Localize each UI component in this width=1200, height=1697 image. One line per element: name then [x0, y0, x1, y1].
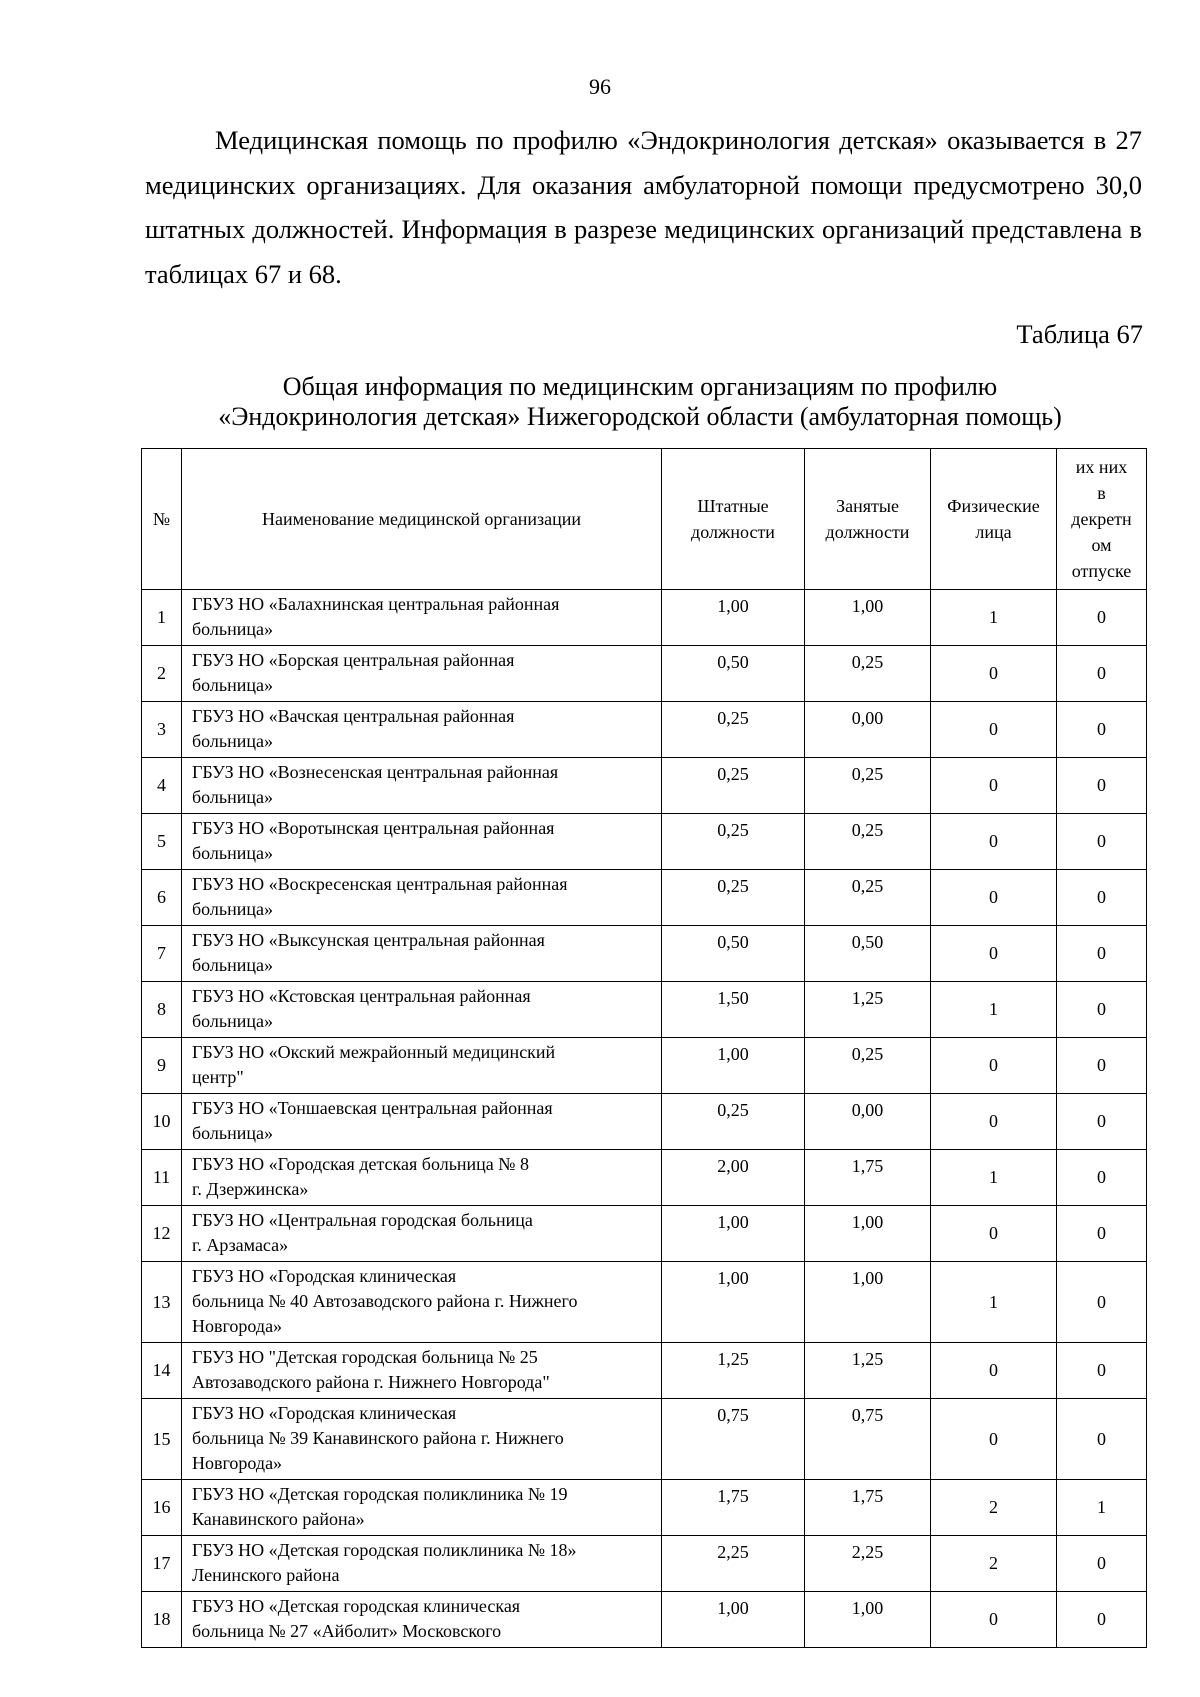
row-organization-name: [182, 1480, 662, 1536]
organization-name-line-1: ГБУЗ НО «Борская центральная районная: [192, 650, 515, 670]
header-occupied-line-2: должности: [825, 522, 910, 542]
organization-name-line-1: ГБУЗ НО «Городская детская больница № 8: [192, 1154, 529, 1174]
row-organization-name: [182, 1094, 662, 1150]
row-maternity-leave: 1: [1057, 1480, 1147, 1536]
row-occupied-positions: 1,00: [805, 1592, 931, 1648]
row-occupied-positions: 1,00: [805, 1206, 931, 1262]
row-physical-persons: 0: [931, 1094, 1057, 1150]
row-number: 5: [142, 814, 182, 870]
row-number: 2: [142, 646, 182, 702]
organization-name-line-2: больница»: [192, 843, 273, 863]
header-leave-line-1: их них: [1075, 457, 1128, 477]
table-row: [142, 1343, 1147, 1399]
row-maternity-leave: 0: [1057, 1150, 1147, 1206]
row-number: 1: [142, 590, 182, 646]
row-staff-positions: 0,25: [662, 758, 805, 814]
table-header-row: [142, 449, 1147, 590]
row-physical-persons: 0: [931, 758, 1057, 814]
row-occupied-positions: 0,25: [805, 646, 931, 702]
table-row: [142, 702, 1147, 758]
organization-name-line-2: больница»: [192, 1011, 273, 1031]
row-occupied-positions: 0,50: [805, 926, 931, 982]
organization-name-line-2: больница»: [192, 955, 273, 975]
organization-name-line-2: больница»: [192, 675, 273, 695]
row-staff-positions: 0,50: [662, 646, 805, 702]
row-physical-persons: 1: [931, 1150, 1057, 1206]
organization-name-line-2: больница»: [192, 1123, 273, 1143]
row-physical-persons: 2: [931, 1536, 1057, 1592]
row-staff-positions: 1,00: [662, 1038, 805, 1094]
paragraph-line-2: в 27 медицинских организациях. Для оказания амбулаторной помощи: [145, 125, 1142, 200]
organization-name-line-1: ГБУЗ НО "Детская городская больница № 25: [192, 1347, 538, 1367]
organization-name-line-2: Ленинского района: [192, 1565, 340, 1585]
row-physical-persons: 1: [931, 982, 1057, 1038]
row-number: 17: [142, 1536, 182, 1592]
row-maternity-leave: 0: [1057, 1592, 1147, 1648]
row-number: 10: [142, 1094, 182, 1150]
row-organization-name: [182, 702, 662, 758]
organization-name-line-1: ГБУЗ НО «Детская городская поликлиника № 18»: [192, 1540, 577, 1560]
row-physical-persons: 0: [931, 1343, 1057, 1399]
organization-name-line-2: Автозаводского района г. Нижнего Новгорода": [192, 1372, 550, 1392]
row-maternity-leave: 0: [1057, 702, 1147, 758]
row-physical-persons: 1: [931, 1262, 1057, 1343]
table-row: [142, 814, 1147, 870]
row-organization-name: [182, 1150, 662, 1206]
row-number: 14: [142, 1343, 182, 1399]
organization-name-line-1: ГБУЗ НО «Детская городская клиническая: [192, 1596, 521, 1616]
paragraph-line-1: Медицинская помощь по профилю «Эндокринология детская» оказывается: [215, 125, 1085, 155]
organization-name-line-2: больница № 39 Канавинского района г. Нижнего: [192, 1428, 564, 1448]
organization-name-line-2: больница»: [192, 619, 273, 639]
organization-name-line-2: больница»: [192, 731, 273, 751]
header-name-text: Наименование медицинской организации: [261, 509, 582, 529]
row-number: 12: [142, 1206, 182, 1262]
page-number: 96: [589, 74, 611, 99]
table-title-line-2: «Эндокринология детская» Нижегородской области (амбулаторная помощь): [218, 402, 1062, 431]
row-occupied-positions: 0,00: [805, 1094, 931, 1150]
row-physical-persons: 0: [931, 1206, 1057, 1262]
header-name: [182, 449, 662, 590]
row-number: 18: [142, 1592, 182, 1648]
header-occupied-line-1: Занятые: [836, 496, 899, 516]
header-leave-line-2: в: [1097, 483, 1106, 503]
table-label: Таблица 67: [1016, 319, 1143, 349]
header-persons-line-1: Физические: [947, 496, 1040, 516]
table-title: [140, 372, 1140, 432]
row-maternity-leave: 0: [1057, 870, 1147, 926]
row-physical-persons: 0: [931, 702, 1057, 758]
row-physical-persons: 0: [931, 646, 1057, 702]
table-row: [142, 590, 1147, 646]
row-maternity-leave: 0: [1057, 1094, 1147, 1150]
organization-name-line-1: ГБУЗ НО «Воротынская центральная районная: [192, 818, 555, 838]
table-row: [142, 646, 1147, 702]
row-organization-name: [182, 1399, 662, 1480]
organization-name-line-1: ГБУЗ НО «Окский межрайонный медицинский: [192, 1042, 556, 1062]
row-maternity-leave: 0: [1057, 1206, 1147, 1262]
table-row: [142, 926, 1147, 982]
row-organization-name: [182, 814, 662, 870]
row-maternity-leave: 0: [1057, 1343, 1147, 1399]
row-number: 9: [142, 1038, 182, 1094]
row-staff-positions: 1,00: [662, 1206, 805, 1262]
row-organization-name: [182, 646, 662, 702]
row-occupied-positions: 1,25: [805, 1343, 931, 1399]
table-row: [142, 758, 1147, 814]
row-physical-persons: 1: [931, 590, 1057, 646]
row-staff-positions: 0,75: [662, 1399, 805, 1480]
table-body: [142, 590, 1147, 1648]
row-number: 13: [142, 1262, 182, 1343]
row-occupied-positions: 1,75: [805, 1480, 931, 1536]
row-organization-name: [182, 870, 662, 926]
paragraph-line-3: предусмотрено 30,0 штатных должностей. Информация в разрезе медицинских: [145, 169, 1143, 244]
organization-name-line-3: Новгорода»: [192, 1316, 283, 1336]
row-staff-positions: 0,50: [662, 926, 805, 982]
organization-name-line-2: больница № 27 «Айболит» Московского: [192, 1621, 502, 1641]
organization-name-line-1: ГБУЗ НО «Тоншаевская центральная районная: [192, 1098, 553, 1118]
row-organization-name: [182, 1343, 662, 1399]
organization-name-line-1: ГБУЗ НО «Городская клиническая: [192, 1266, 457, 1286]
row-maternity-leave: 0: [1057, 646, 1147, 702]
table-row: [142, 1399, 1147, 1480]
table-row: [142, 1150, 1147, 1206]
header-persons: [931, 449, 1057, 590]
row-physical-persons: 0: [931, 1592, 1057, 1648]
row-number: 7: [142, 926, 182, 982]
organization-name-line-1: ГБУЗ НО «Вознесенская центральная районная: [192, 762, 559, 782]
row-number: 11: [142, 1150, 182, 1206]
row-occupied-positions: 0,25: [805, 814, 931, 870]
row-number: 15: [142, 1399, 182, 1480]
row-occupied-positions: 0,00: [805, 702, 931, 758]
header-leave-line-3: декретн: [1071, 509, 1132, 529]
row-number: 6: [142, 870, 182, 926]
row-occupied-positions: 1,75: [805, 1150, 931, 1206]
table-row: [142, 870, 1147, 926]
row-number: 4: [142, 758, 182, 814]
row-staff-positions: 1,25: [662, 1343, 805, 1399]
row-physical-persons: 2: [931, 1480, 1057, 1536]
organization-name-line-2: центр": [192, 1067, 244, 1087]
table-row: [142, 1480, 1147, 1536]
header-persons-line-2: лица: [975, 522, 1012, 542]
table-row: [142, 1038, 1147, 1094]
header-leave-line-4: ом: [1091, 535, 1112, 555]
table-row: [142, 982, 1147, 1038]
header-staff-line-1: Штатные: [697, 496, 769, 516]
row-physical-persons: 0: [931, 870, 1057, 926]
row-staff-positions: 0,25: [662, 1094, 805, 1150]
row-organization-name: [182, 1536, 662, 1592]
row-organization-name: [182, 590, 662, 646]
row-occupied-positions: 2,25: [805, 1536, 931, 1592]
row-staff-positions: 0,25: [662, 814, 805, 870]
organization-name-line-2: больница»: [192, 787, 273, 807]
organization-name-line-2: больница»: [192, 899, 273, 919]
row-staff-positions: 1,50: [662, 982, 805, 1038]
row-organization-name: [182, 1206, 662, 1262]
row-physical-persons: 0: [931, 814, 1057, 870]
table-row: [142, 1536, 1147, 1592]
row-occupied-positions: 0,25: [805, 758, 931, 814]
header-occupied: [805, 449, 931, 590]
organization-name-line-1: ГБУЗ НО «Выксунская центральная районная: [192, 930, 545, 950]
row-maternity-leave: 0: [1057, 926, 1147, 982]
header-staff: [662, 449, 805, 590]
organization-name-line-1: ГБУЗ НО «Городская клиническая: [192, 1403, 457, 1423]
paragraph-line-4: организаций представлена в таблицах 67 и 68.: [145, 214, 1142, 289]
row-staff-positions: 0,25: [662, 702, 805, 758]
intro-paragraph: [145, 118, 1142, 296]
row-organization-name: [182, 1262, 662, 1343]
row-maternity-leave: 0: [1057, 982, 1147, 1038]
header-leave-line-5: отпуске: [1071, 561, 1132, 581]
row-staff-positions: 2,25: [662, 1536, 805, 1592]
row-occupied-positions: 0,25: [805, 1038, 931, 1094]
row-maternity-leave: 0: [1057, 1399, 1147, 1480]
row-organization-name: [182, 758, 662, 814]
row-number: 8: [142, 982, 182, 1038]
row-staff-positions: 1,00: [662, 1592, 805, 1648]
header-staff-line-2: должности: [691, 522, 775, 542]
table-row: [142, 1262, 1147, 1343]
organization-name-line-1: ГБУЗ НО «Балахнинская центральная районная: [192, 594, 560, 614]
organization-name-line-1: ГБУЗ НО «Центральная городская больница: [192, 1210, 533, 1230]
row-staff-positions: 1,00: [662, 590, 805, 646]
organization-name-line-2: Канавинского района»: [192, 1509, 365, 1529]
row-occupied-positions: 0,75: [805, 1399, 931, 1480]
row-staff-positions: 0,25: [662, 870, 805, 926]
row-number: 3: [142, 702, 182, 758]
row-maternity-leave: 0: [1057, 590, 1147, 646]
row-maternity-leave: 0: [1057, 1536, 1147, 1592]
table-row: [142, 1094, 1147, 1150]
row-organization-name: [182, 982, 662, 1038]
row-physical-persons: 0: [931, 1038, 1057, 1094]
header-num-text: №: [152, 509, 171, 529]
row-staff-positions: 2,00: [662, 1150, 805, 1206]
row-occupied-positions: 1,00: [805, 590, 931, 646]
row-staff-positions: 1,75: [662, 1480, 805, 1536]
row-organization-name: [182, 926, 662, 982]
organization-name-line-1: ГБУЗ НО «Воскресенская центральная районная: [192, 874, 568, 894]
header-num: [142, 449, 182, 590]
row-number: 16: [142, 1480, 182, 1536]
row-maternity-leave: 0: [1057, 814, 1147, 870]
organization-name-line-2: г. Арзамаса»: [192, 1235, 289, 1255]
row-occupied-positions: 1,00: [805, 1262, 931, 1343]
organization-name-line-2: больница № 40 Автозаводского района г. Нижнего: [192, 1291, 578, 1311]
row-physical-persons: 0: [931, 1399, 1057, 1480]
header-leave: [1057, 449, 1147, 590]
row-occupied-positions: 0,25: [805, 870, 931, 926]
row-maternity-leave: 0: [1057, 758, 1147, 814]
organization-name-line-1: ГБУЗ НО «Детская городская поликлиника № 19: [192, 1484, 568, 1504]
organizations-table: [141, 448, 1147, 1648]
row-maternity-leave: 0: [1057, 1262, 1147, 1343]
organization-name-line-3: Новгорода»: [192, 1453, 283, 1473]
table-title-line-1: Общая информация по медицинским организациям по профилю: [282, 372, 998, 401]
table-row: [142, 1206, 1147, 1262]
organization-name-line-1: ГБУЗ НО «Вачская центральная районная: [192, 706, 515, 726]
row-organization-name: [182, 1038, 662, 1094]
row-staff-positions: 1,00: [662, 1262, 805, 1343]
organization-name-line-1: ГБУЗ НО «Кстовская центральная районная: [192, 986, 531, 1006]
organization-name-line-2: г. Дзержинска»: [192, 1179, 309, 1199]
row-occupied-positions: 1,25: [805, 982, 931, 1038]
row-maternity-leave: 0: [1057, 1038, 1147, 1094]
row-organization-name: [182, 1592, 662, 1648]
table-row: [142, 1592, 1147, 1648]
row-physical-persons: 0: [931, 926, 1057, 982]
